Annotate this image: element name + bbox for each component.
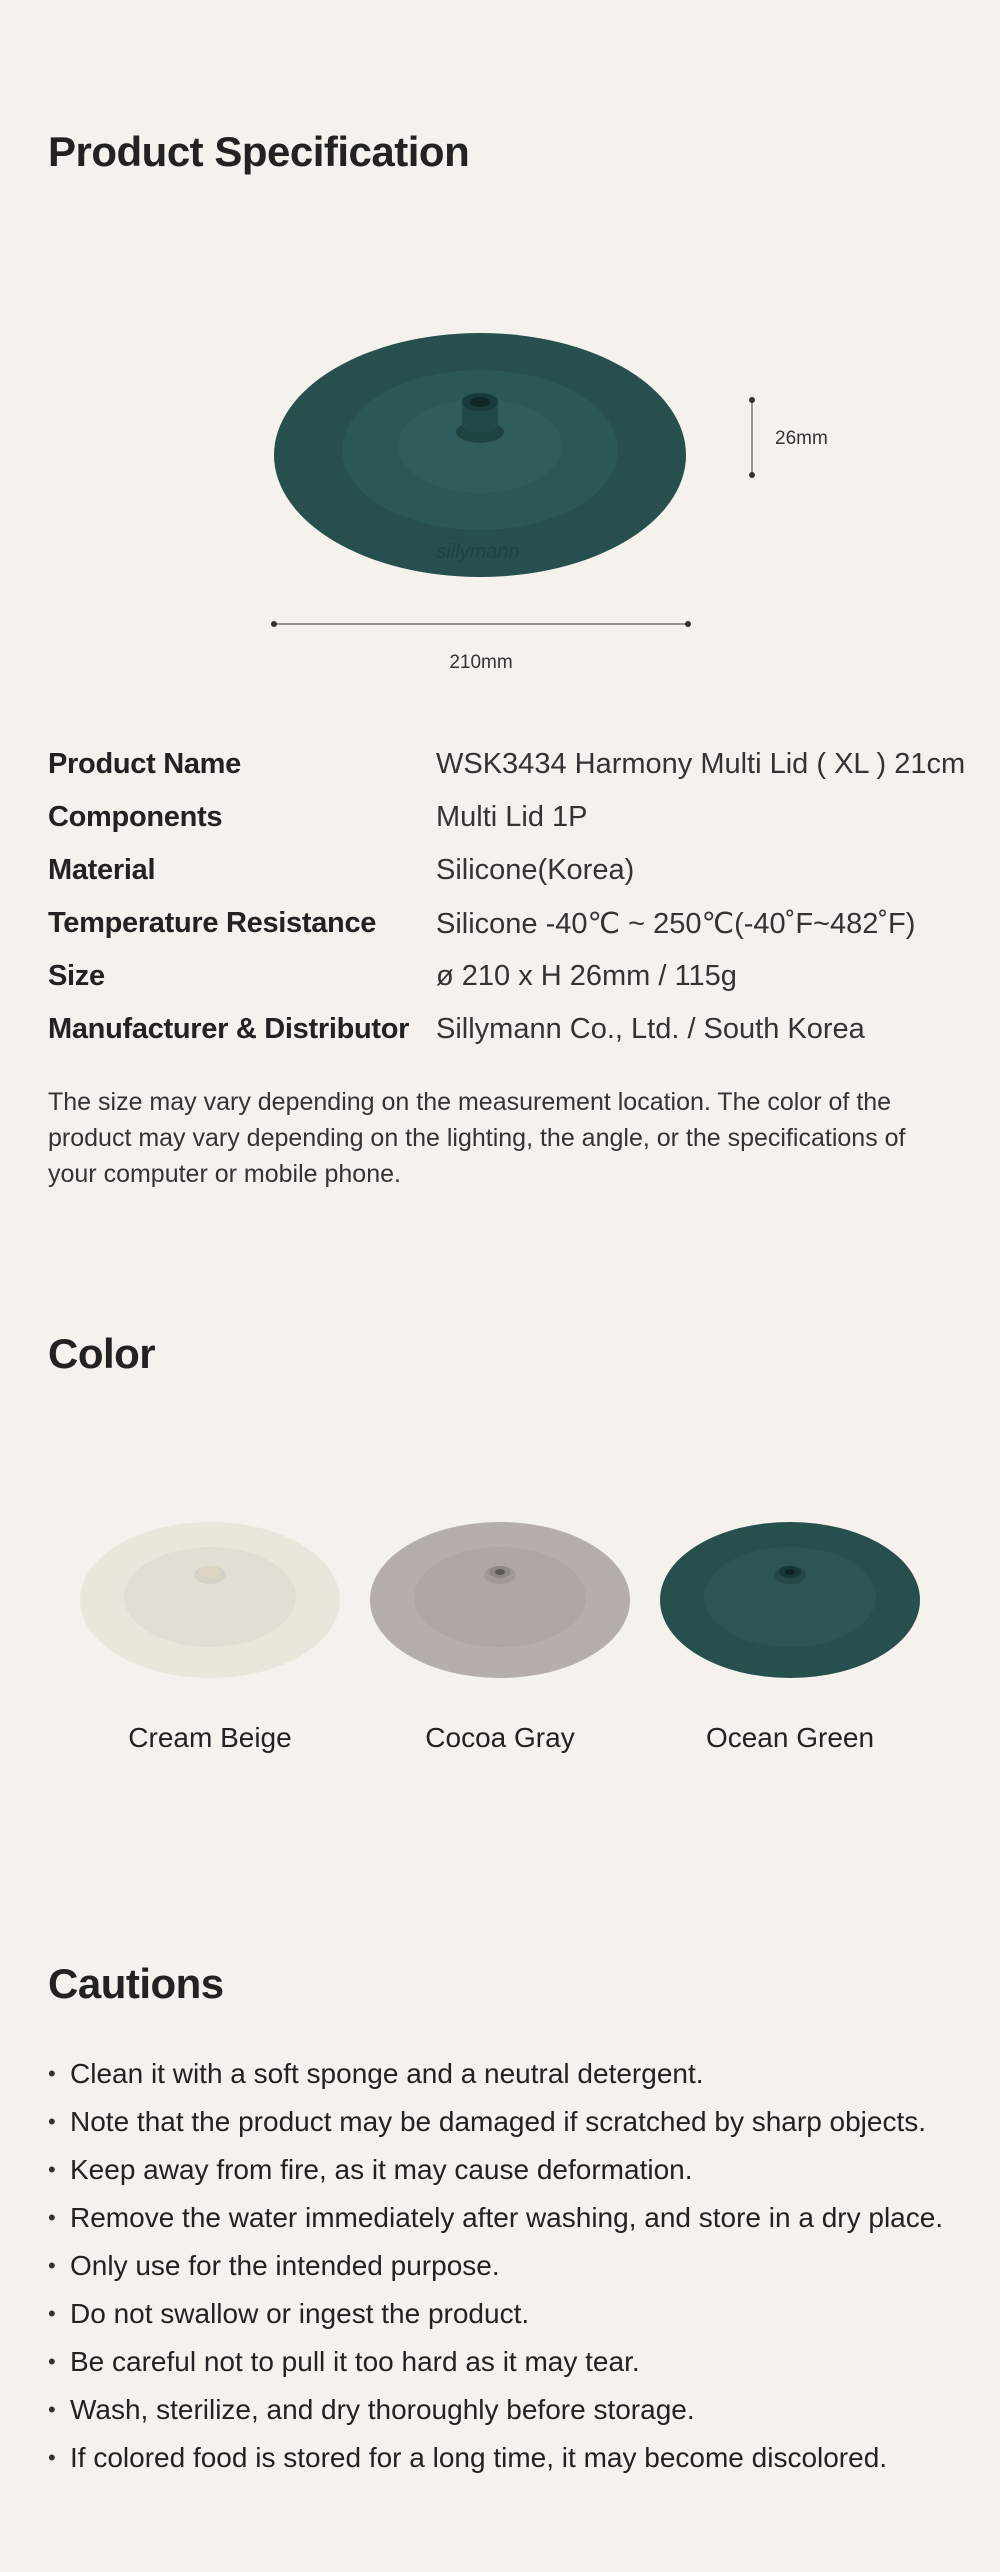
spec-label: Manufacturer & Distributor [48,1013,410,1045]
spec-label: Temperature Resistance [48,907,377,939]
lid-cream-beige-image [70,1520,350,1710]
width-dimension-label: 210mm [449,652,513,673]
disclaimer-note: The size may vary depending on the measurement location. The color of the product may vary depending on the lighting, the angle, or the specifications of your computer or mobile phone. [48,1088,906,1188]
caution-text: Be careful not to pull it too hard as it may tear. [70,2346,640,2377]
list-item [48,2146,988,2194]
bullet-icon: • [48,2109,56,2134]
bullet-icon: • [48,2205,56,2230]
list-item [48,2098,988,2146]
list-item [48,2434,988,2482]
bullet-icon: • [48,2301,56,2326]
width-dimension-line [271,621,691,627]
section-title-product-specification: Product Specification [48,128,470,175]
list-item [48,2242,988,2290]
spec-value: WSK3434 Harmony Multi Lid ( XL ) 21cm [436,748,966,780]
spec-row [48,950,968,1003]
bullet-icon: • [48,2349,56,2374]
caution-text: Clean it with a soft sponge and a neutral detergent. [70,2058,704,2089]
spec-row [48,1003,968,1056]
product-dimension-illustration [0,300,1000,700]
list-item [48,2194,988,2242]
color-name: Cream Beige [128,1722,292,1753]
bullet-icon: • [48,2445,56,2470]
spec-label: Material [48,854,156,886]
section-title-color: Color [48,1330,156,1377]
spec-row [48,738,968,791]
caution-text: Only use for the intended purpose. [70,2250,500,2281]
bullet-icon: • [48,2157,56,2182]
lid-cocoa-gray-image [360,1520,640,1710]
color-name: Ocean Green [705,1722,875,1753]
caution-text: Keep away from fire, as it may cause deformation. [70,2154,693,2185]
spec-row [48,791,968,844]
color-option-ocean-green [650,1520,930,1770]
list-item [48,2290,988,2338]
spec-row [48,844,968,897]
cautions-list [48,2050,988,2482]
spec-label: Product Name [48,748,241,780]
list-item [48,2386,988,2434]
spec-value: Multi Lid 1P [436,801,588,833]
bullet-icon: • [48,2397,56,2422]
color-option-cream-beige [70,1520,350,1770]
spec-value: ø 210 x H 26mm / 115g [436,960,737,992]
caution-text: Note that the product may be damaged if scratched by sharp objects. [70,2106,927,2137]
color-name: Cocoa Gray [425,1722,575,1753]
caution-text: Remove the water immediately after washing, and store in a dry place. [70,2202,944,2233]
caution-text: If colored food is stored for a long time, it may become discolored. [70,2442,888,2473]
lid-hero-image [274,333,686,577]
height-dimension-line [749,397,755,478]
caution-text: Do not swallow or ingest the product. [70,2298,530,2329]
color-option-cocoa-gray [360,1520,640,1770]
spec-table [48,738,968,1056]
spec-value: Sillymann Co., Ltd. / South Korea [436,1013,865,1045]
spec-label: Size [48,960,105,992]
section-title-cautions: Cautions [48,1960,224,2007]
spec-value: Silicone -40℃ ~ 250℃(-40˚F~482˚F) [436,908,916,940]
bullet-icon: • [48,2061,56,2086]
svg-text:sillymann: sillymann [436,541,520,563]
spec-value: Silicone(Korea) [436,854,635,886]
list-item [48,2050,988,2098]
list-item [48,2338,988,2386]
color-options [0,1520,1000,1770]
height-dimension-label: 26mm [775,428,828,449]
caution-text: Wash, sterilize, and dry thoroughly before storage. [70,2394,695,2425]
spec-label: Components [48,801,223,833]
spec-row [48,897,968,950]
bullet-icon: • [48,2253,56,2278]
lid-ocean-green-image [650,1520,930,1710]
